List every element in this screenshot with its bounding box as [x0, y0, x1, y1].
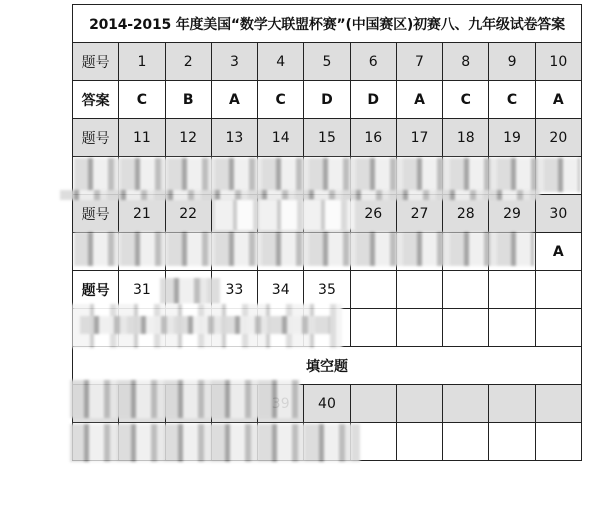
- question-number: 20: [535, 119, 581, 157]
- question-number: 31: [119, 271, 165, 309]
- number-row-header: 题号: [73, 271, 119, 309]
- number-row-2: [73, 119, 582, 157]
- answer-row-1: [73, 81, 582, 119]
- empty-cell: [443, 271, 489, 309]
- question-number: 29: [489, 195, 535, 233]
- answer-cell: A: [211, 81, 257, 119]
- question-number: 12: [165, 119, 211, 157]
- answer-cell: D: [350, 81, 396, 119]
- empty-cell: [489, 271, 535, 309]
- section-heading-fill-in: 填空题: [73, 347, 582, 385]
- question-number: 13: [211, 119, 257, 157]
- number-row-header: 题号: [73, 119, 119, 157]
- question-number: 40: [304, 385, 350, 423]
- empty-cell: [350, 385, 396, 423]
- question-number: 2: [165, 43, 211, 81]
- question-number: 19: [489, 119, 535, 157]
- redaction-mosaic: [80, 316, 330, 334]
- answer-cell: A: [535, 81, 581, 119]
- empty-cell: [443, 423, 489, 461]
- redaction-mosaic: [74, 158, 580, 192]
- empty-cell: [489, 423, 535, 461]
- question-number: 9: [489, 43, 535, 81]
- question-number: 30: [535, 195, 581, 233]
- table-title: 2014-2015 年度美国“数学大联盟杯赛”(中国赛区)初赛八、九年级试卷答案: [73, 5, 582, 43]
- question-number: 22: [165, 195, 211, 233]
- answer-cell: A: [396, 81, 442, 119]
- empty-cell: [396, 423, 442, 461]
- question-number: 14: [258, 119, 304, 157]
- answer-cell: D: [304, 81, 350, 119]
- question-number: 28: [443, 195, 489, 233]
- empty-cell: [443, 309, 489, 347]
- question-number: 11: [119, 119, 165, 157]
- answer-cell: C: [119, 81, 165, 119]
- question-number: 4: [258, 43, 304, 81]
- question-number: 10: [535, 43, 581, 81]
- answer-row-header: 答案: [73, 81, 119, 119]
- question-number: 1: [119, 43, 165, 81]
- question-number: 26: [350, 195, 396, 233]
- number-row-1: [73, 43, 582, 81]
- empty-cell: [396, 309, 442, 347]
- number-row-header: 题号: [73, 195, 119, 233]
- question-number: 15: [304, 119, 350, 157]
- number-row-header: 题号: [73, 43, 119, 81]
- empty-cell: [443, 385, 489, 423]
- question-number: 16: [350, 119, 396, 157]
- answer-cell: C: [258, 81, 304, 119]
- question-number: 35: [304, 271, 350, 309]
- question-number: 34: [258, 271, 304, 309]
- redaction-mosaic: [70, 424, 360, 462]
- empty-cell: [396, 271, 442, 309]
- question-number: 7: [396, 43, 442, 81]
- number-row-4: [73, 271, 582, 309]
- empty-cell: [350, 309, 396, 347]
- empty-cell: [396, 385, 442, 423]
- redaction-mosaic: [74, 232, 534, 266]
- question-number: 21: [119, 195, 165, 233]
- redaction-mosaic: [215, 200, 355, 230]
- empty-cell: [535, 423, 581, 461]
- question-number: 6: [350, 43, 396, 81]
- question-number: 17: [396, 119, 442, 157]
- question-number: 18: [443, 119, 489, 157]
- redaction-mosaic: [60, 190, 540, 200]
- question-number: 5: [304, 43, 350, 81]
- empty-cell: [535, 271, 581, 309]
- empty-cell: [535, 309, 581, 347]
- question-number: 3: [211, 43, 257, 81]
- empty-cell: [489, 385, 535, 423]
- empty-cell: [535, 385, 581, 423]
- empty-cell: [350, 271, 396, 309]
- question-number: 33: [211, 271, 257, 309]
- answer-cell: B: [165, 81, 211, 119]
- empty-cell: [489, 309, 535, 347]
- redaction-mosaic: [70, 380, 300, 418]
- question-number: 8: [443, 43, 489, 81]
- redaction-mosaic: [160, 278, 220, 304]
- question-number: 27: [396, 195, 442, 233]
- answer-cell: C: [443, 81, 489, 119]
- answer-cell: C: [489, 81, 535, 119]
- answer-cell: A: [535, 233, 581, 271]
